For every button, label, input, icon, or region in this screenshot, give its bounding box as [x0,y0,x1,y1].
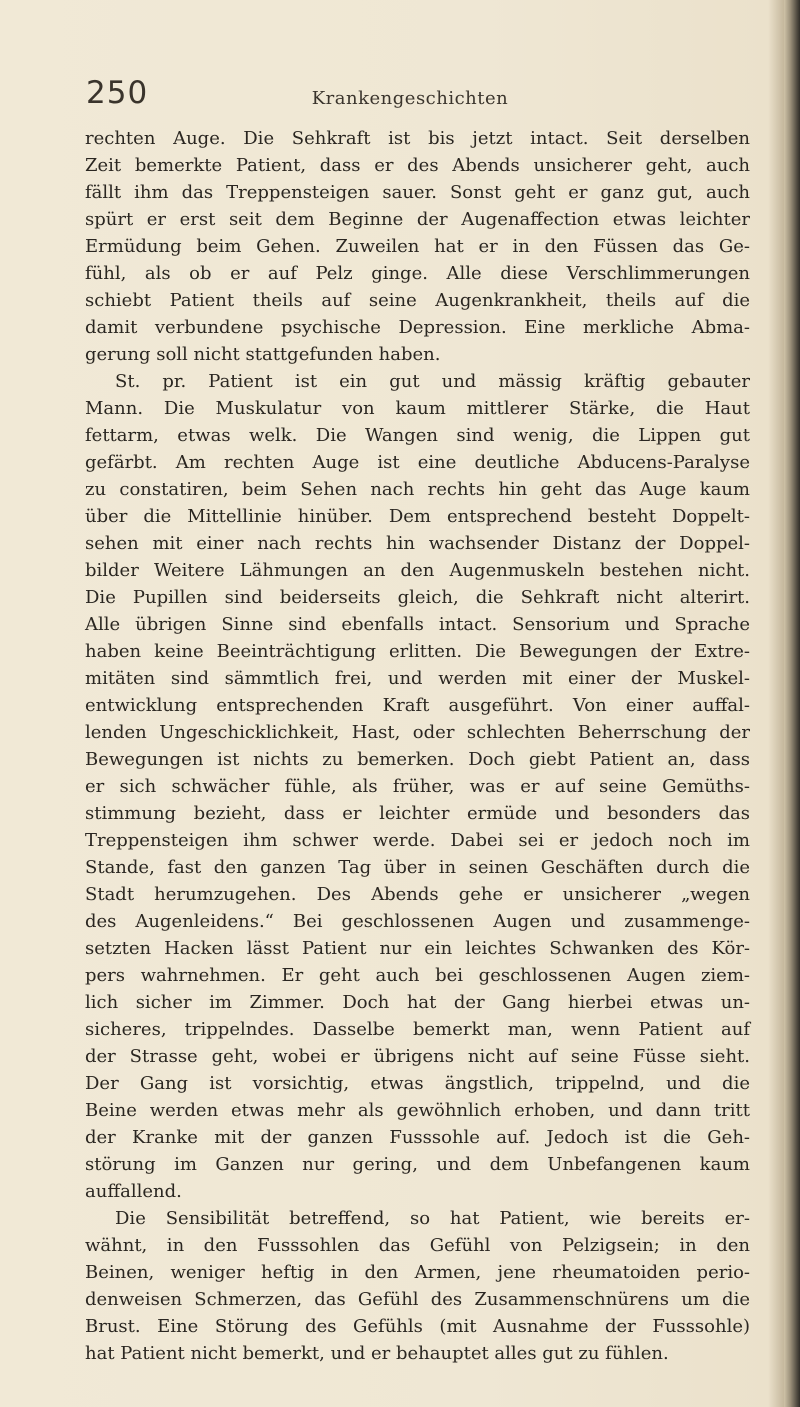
text-line: haben keine Beeinträchtigung erlitten. Die Bewegungen der Extre- [85,641,750,662]
text-line: fettarm, etwas welk. Die Wangen sind wenig, die Lippen gut [85,425,750,446]
text-line: sehen mit einer nach rechts hin wachsender Distanz der Doppel- [85,533,750,554]
text-line: lich sicher im Zimmer. Doch hat der Gang hierbei etwas un- [85,992,750,1013]
text-line: entwicklung entsprechenden Kraft ausgeführt. Von einer auffal- [85,695,750,716]
paragraph-start-line: Die Sensibilität betreffend, so hat Patient, wie bereits er- [115,1208,750,1229]
text-line: wähnt, in den Fusssohlen das Gefühl von Pelzigsein; in den [85,1235,750,1256]
text-line: bilder Weitere Lähmungen an den Augenmuskeln bestehen nicht. [85,560,750,581]
text-line: fällt ihm das Treppensteigen sauer. Sonst geht er ganz gut, auch [85,182,750,203]
text-line: Ermüdung beim Gehen. Zuweilen hat er in den Füssen das Ge- [85,236,750,257]
text-line: Der Gang ist vorsichtig, etwas ängstlich, trippelnd, und die [85,1073,750,1094]
text-line: der Kranke mit der ganzen Fusssohle auf. Jedoch ist die Geh- [85,1127,750,1148]
text-line: des Augenleidens.“ Bei geschlossenen Augen und zusammenge- [85,911,750,932]
text-line: Stande, fast den ganzen Tag über in seinen Geschäften durch die [85,857,750,878]
running-head: Krankengeschichten [311,88,509,109]
text-line: schiebt Patient theils auf seine Augenkrankheit, theils auf die [85,290,750,311]
text-line: damit verbundene psychische Depression. Eine merkliche Abma- [85,317,750,338]
text-line: Beine werden etwas mehr als gewöhnlich erhoben, und dann tritt [85,1100,750,1121]
text-line: Alle übrigen Sinne sind ebenfalls intact. Sensorium und Sprache [85,614,750,635]
text-line: gerung soll nicht stattgefunden haben. [85,344,441,365]
text-line: mitäten sind sämmtlich frei, und werden mit einer der Muskel- [85,668,750,689]
page-number: 250 [86,75,149,111]
text-line: rechten Auge. Die Sehkraft ist bis jetzt intact. Seit derselben [85,128,750,149]
page-edge-shadow [784,0,800,1407]
text-line: lenden Ungeschicklichkeit, Hast, oder schlechten Beherrschung der [85,722,750,743]
text-line: setzten Hacken lässt Patient nur ein leichtes Schwanken des Kör- [85,938,750,959]
text-line: spürt er erst seit dem Beginne der Augenaffection etwas leichter [85,209,750,230]
text-line: Mann. Die Muskulatur von kaum mittlerer Stärke, die Haut [85,398,750,419]
text-line: Bewegungen ist nichts zu bemerken. Doch giebt Patient an, dass [85,749,750,770]
text-line: er sich schwächer fühle, als früher, was er auf seine Gemüths- [85,776,750,797]
text-line: Zeit bemerkte Patient, dass er des Abends unsicherer geht, auch [85,155,750,176]
text-line: hat Patient nicht bemerkt, und er behauptet alles gut zu fühlen. [85,1343,669,1364]
text-line: Die Pupillen sind beiderseits gleich, die Sehkraft nicht alterirt. [85,587,750,608]
text-line: fühl, als ob er auf Pelz ginge. Alle diese Verschlimmerungen [85,263,750,284]
text-line: sicheres, trippelndes. Dasselbe bemerkt man, wenn Patient auf [85,1019,750,1040]
text-line: stimmung bezieht, dass er leichter ermüde und besonders das [85,803,750,824]
text-line: Brust. Eine Störung des Gefühls (mit Ausnahme der Fusssohle) [85,1316,750,1337]
text-line: denweisen Schmerzen, das Gefühl des Zusammenschnürens um die [85,1289,750,1310]
text-line: auffallend. [85,1181,182,1202]
paragraph-start-line: St. pr. Patient ist ein gut und mässig kräftig gebauter [115,371,750,392]
text-line: der Strasse geht, wobei er übrigens nicht auf seine Füsse sieht. [85,1046,750,1067]
text-line: über die Mittellinie hinüber. Dem entsprechend besteht Doppelt- [85,506,750,527]
text-line: Stadt herumzugehen. Des Abends gehe er unsicherer „wegen [85,884,750,905]
body-text [85,125,750,1367]
text-line: gefärbt. Am rechten Auge ist eine deutliche Abducens-Paralyse [85,452,750,473]
text-line: pers wahrnehmen. Er geht auch bei geschlossenen Augen ziem- [85,965,750,986]
text-line: störung im Ganzen nur gering, und dem Unbefangenen kaum [85,1154,750,1175]
text-line: Beinen, weniger heftig in den Armen, jene rheumatoiden perio- [85,1262,750,1283]
text-line: zu constatiren, beim Sehen nach rechts hin geht das Auge kaum [85,479,750,500]
text-line: Treppensteigen ihm schwer werde. Dabei sei er jedoch noch im [85,830,750,851]
